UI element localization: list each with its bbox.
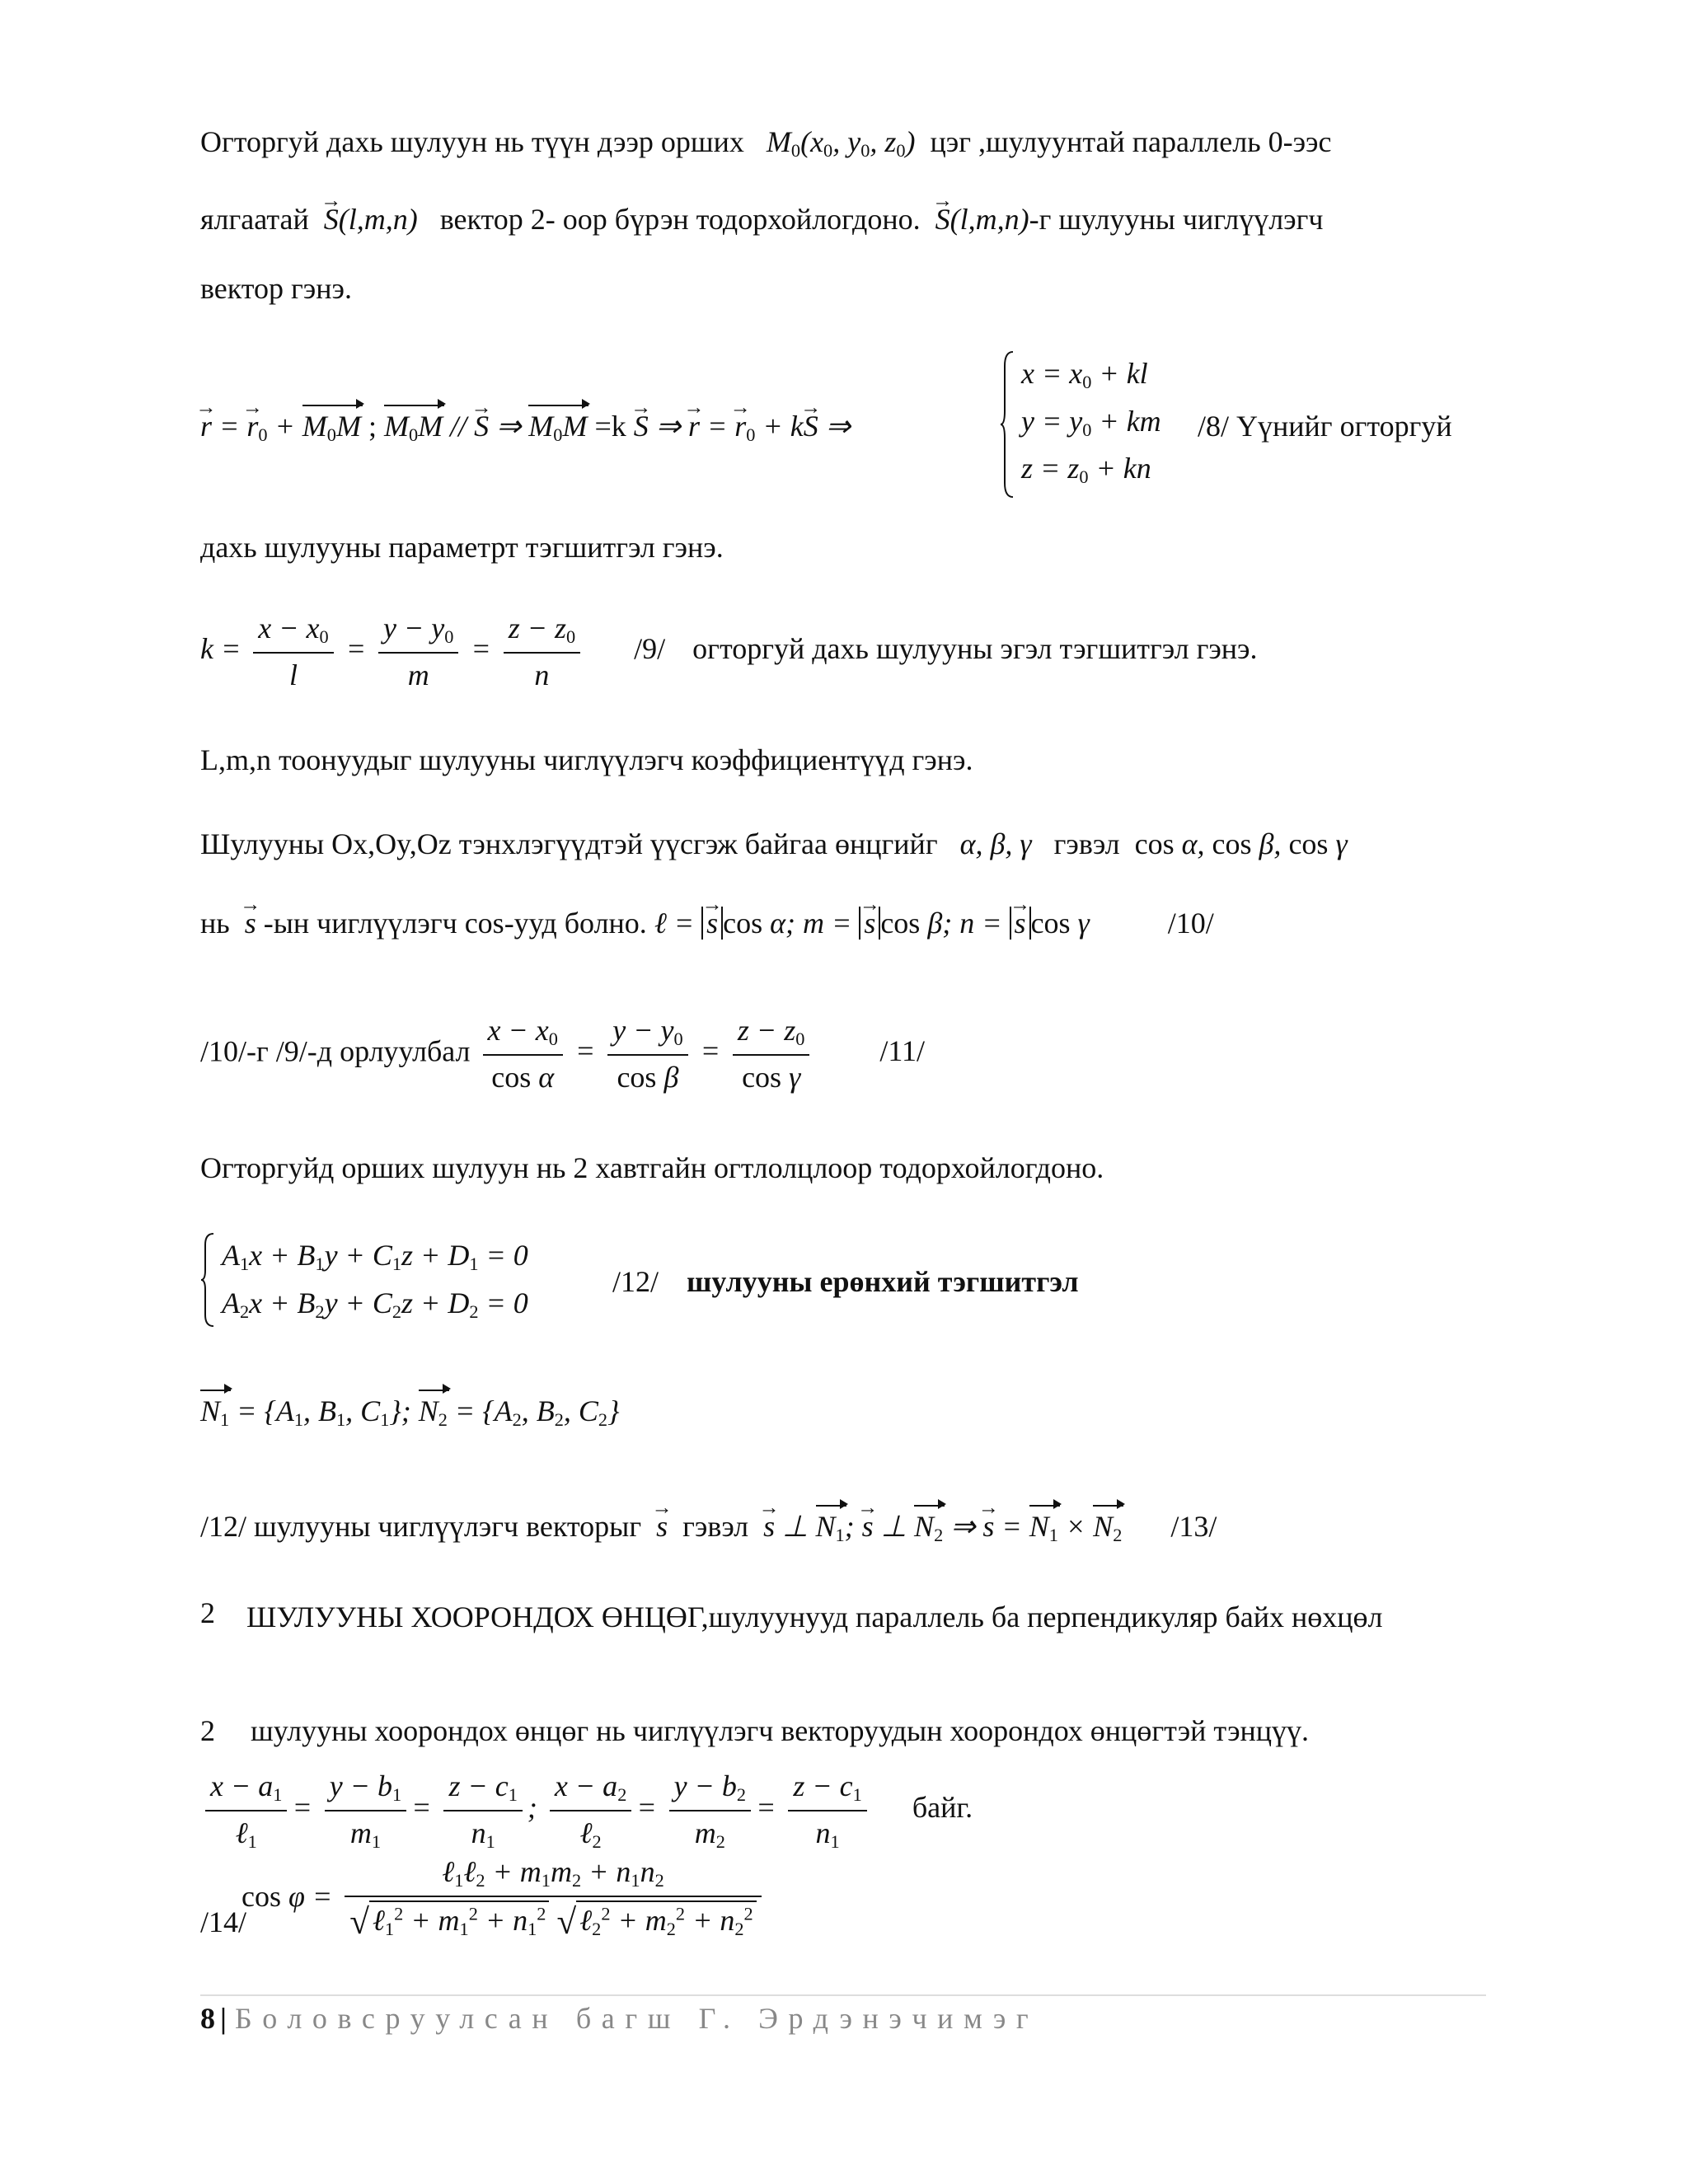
planes-text: Огторгуйд орших шулуун нь 2 хавтгайн огтлолцлоор тодорхойлогдоно. [200,1151,1104,1184]
eq13-label: /13/ [1170,1510,1217,1543]
eq14-mid: байг. [912,1791,973,1825]
left-brace-icon [1000,350,1015,499]
equation-9 [200,610,1486,694]
page-footer [200,2001,1039,2036]
eq11-intro: /10/-г /9/-д орлуулбал [200,1034,471,1068]
angles-text-1: Шулууны Ox,Oy,Oz тэнхлэгүүдтэй үүсгэж байгаа өнцгийг [200,827,938,860]
normal-vectors [200,1393,1486,1432]
eq8-separator: ; [368,410,377,443]
intro-paragraph-line3 [200,270,1486,307]
cosines-label: /10/ [1167,907,1214,940]
eq8-continued [200,529,1486,566]
eq9-formula: k = $\frac{x - x_0}{l}$ = $\frac{y - y_0}{m}$ = $\frac{z - z_0}{n}$ [200,632,593,665]
section-number: 2 [200,1596,215,1629]
angle-equality-text: шулууны хоорондох өнцөг нь чиглүүлэгч векторуудын хоорондох өнцөгтэй тэнцүү. [251,1714,1310,1747]
intro-text-2: цэг ,шулуунтай параллель 0-ээс [930,125,1332,158]
intro-paragraph-line2 [200,201,1486,238]
intro-text-3: ялгаатай [200,203,309,236]
vector-s-formula: → S(l,m,n) [324,203,418,236]
planes-paragraph [200,1150,1486,1187]
lmn-paragraph [200,742,1486,779]
cosines-formula: ℓ = → s cos α; m = → s cos β; n = → s cos γ [654,907,1090,940]
angle-equality-paragraph [200,1713,1486,1750]
eq13-formula: → s ⊥ $N_1$; → s ⊥ $N_2$ ⇒ → $s = N_1 \times N_2$ [763,1510,1122,1543]
eq13-mid: гэвэл [682,1510,749,1543]
equation-8 [200,350,1486,507]
left-brace-icon-2 [200,1232,215,1328]
eq8-system: $x = x_0$ + kl $y = y_0$ + km $z = z_0$ + kn [1000,350,1161,493]
intro-text-5: -г шулууны чиглүүлэгч [1029,203,1324,236]
angles-cosines: cos α, cos β, cos γ [1134,827,1348,860]
eq11-formula: $\frac{x - x_0}{\text{cos α}}$ = $\frac{y - y_0}{\text{cos β}}$ = $\frac{z - z_0}{\text{cos γ}}$ [478,1034,823,1067]
eq14-label: /14/ [200,1905,247,1938]
vector-s-eq13: → s [656,1508,668,1545]
eq14-label-line [200,1904,1486,1941]
equation-12 [200,1232,1486,1339]
equation-13 [200,1508,1486,1547]
vector-s-formula-2: → S(l,m,n) [935,203,1029,236]
cosines-paragraph [200,905,1486,942]
angle-equality-number: 2 [200,1714,215,1747]
intro-paragraph-line1 [200,124,1486,162]
cosines-text-2: -ын чиглүүлэгч cos-ууд болно. [263,907,647,940]
eq12-label: /12/ [612,1265,659,1298]
eq8-continued-text: дахь шулууны параметрт тэгшитгэл гэнэ. [200,531,724,564]
eq8-k: =k [594,410,626,443]
section-heading [200,1595,1486,1639]
eq9-label: /9/ [634,632,666,666]
intro-text-6: вектор гэнэ. [200,272,352,305]
footer-rule [200,1994,1486,1996]
page-number: 8 [200,2002,215,2035]
eq12-system: $A_1x + B_1y + C_1z + D_1 = 0$ $A_2x + B_2y + C_2z + D_2 = 0$ [200,1232,528,1327]
eq9-caption: огторгуй дахь шулууны эгэл тэгшитгэл гэнэ. [692,632,1258,666]
eq12-caption: шулууны ерөнхий тэгшитгэл [687,1265,1079,1298]
cosines-text-1: нь [200,907,230,940]
normal-vectors-formula: $N_1 = \{A_1$, $B_1$, $C_1$}; $N_2 = \{A_2$, $B_2$, $C_2$} [200,1394,620,1431]
angles-paragraph [200,826,1486,863]
footer-author: Боловсруулсан багш Г. Эрдэнэчимэг [234,2002,1039,2035]
eq8-label: /8/ Үүнийг огторгуй [1198,410,1452,443]
vector-s-small: → s [245,905,256,942]
angles-text-2: гэвэл [1053,827,1120,860]
eq14-lines: $\frac{x - a_1}{\ell_1}$ = $\frac{y - b_1}{m_1}$ = $\frac{z - c_1}{n_1}$ ; $\frac{x - a_2}{\ell_2}$ = $\frac{y - b_2}{m_2}$ = $\frac{z - c_1}{n_1}$ [200,1791,879,1824]
intro-text-1: Огторгуй дахь шулуун нь түүн дээр орших [200,125,744,158]
footer-separator: | [220,2002,227,2035]
eq8-vector-chain: → r = → $r_0 + M_0M$ ; $M_0M$ // → S ⇒ $M_0M =k \to S$ ⇒ → r = → $r_0 + k\to S$ ⇒ [200,408,851,447]
lmn-text: L,m,n тоонуудыг шулууны чиглүүлэгч коэффициентүүд гэнэ. [200,743,973,776]
intro-text-4: вектор 2- оор бүрэн тодорхойлогдоно. [439,203,921,236]
section-title: ШУЛУУНЫ ХООРОНДОХ ӨНЦӨГ,шулуунууд параллель ба перпендикуляр байх нөхцөл [246,1601,1383,1633]
point-m0-formula: $M_0(x_0$, $y_0$, $z_0$) [766,125,916,162]
angles-greek: α, β, γ [959,827,1032,860]
eq11-label: /11/ [879,1034,926,1068]
equation-11 [200,1012,1486,1096]
eq14-cos-formula: cos φ = $\frac{\ell_1\ell_2 + m_1m_2 + n_1n_2}{√ \ell_1^2 + m_1^2 + n_1^2 √ \ell_2^2 + m_2^2 + n_2^2}$ [241,1880,767,1913]
eq13-intro: /12/ шулууны чиглүүлэгч векторыг [200,1510,642,1543]
